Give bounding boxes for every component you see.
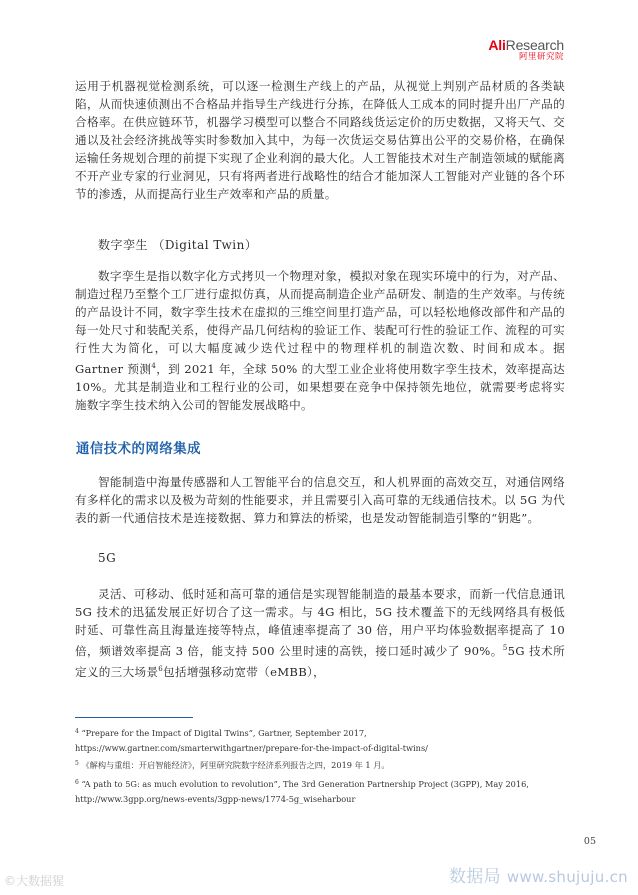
footnote-text: “A path to 5G: as much evolution to revolution”, The 3rd Generation Partnership Project (3GPP), May 2016, <box>81 779 529 789</box>
footnote-ref-5[interactable]: 5 <box>502 644 508 652</box>
logo-wordmark <box>488 38 564 52</box>
logo-chinese: 阿里研究院 <box>518 52 564 62</box>
footnote-6 <box>75 776 575 806</box>
paragraph-text: 灵活、可移动、低时延和高可靠的通信是实现智能制造的最基本要求，而新一代信息通讯 5G 技术的迅猛发展正好切合了这一需求。与 4G 相比，5G 技术覆盖下的无线网络具有极低时延、可靠性高且海量连接等特点，峰值速率提高了 30 倍，用户平均体验数据率提高了 10 倍，频谱效率提高 3 倍，能支持 500 公里时速的高铁，接口延时减少了 90%。 <box>75 587 565 658</box>
paragraph-ai-manufacturing: 运用于机器视觉检测系统，可以逐一检测生产线上的产品，从视觉上判别产品材质的各类缺陷，从而快速侦测出不合格品并指导生产线进行分拣，在降低人工成本的同时提升出厂产品的合格率。在供应链环节，机器学习模型可以整合不同路线货运定价的历史数据，又将天气、交通以及社会经济挑战等实时参数加入其中，为每一次货运交易估算出公平的交易价格，在确保运输任务规划合理的前提下实现了企业利润的最大化。人工智能技术对生产制造领域的赋能离不开产业专家的行业洞见，只有将两者进行战略性的结合才能加深人工智能对产业链的各个环节的渗透，从而提高行业生产效率和产品的质量。 <box>75 79 565 201</box>
page-number: 05 <box>583 836 596 847</box>
watermark-left: ©大数据猩 <box>4 874 65 888</box>
section-title: 通信技术的网络集成 <box>76 442 202 457</box>
footnote-number: 4 <box>75 728 79 735</box>
heading-digital-twin: 数字孪生 （Digital Twin） <box>98 238 258 252</box>
footnote-number: 6 <box>75 779 79 786</box>
paragraph-network: 智能制造中海量传感器和人工智能平台的信息交互，和人机界面的高效交互，对通信网络有多样化的需求以及极为苛刻的性能要求，并且需要引入高可靠的无线通信技术。以 5G 为代表的新一代通信技术是连接数据、算力和算法的桥梁，也是发动智能制造引擎的“钥匙”。 <box>75 475 565 525</box>
footnote-link[interactable]: https://www.gartner.com/smarterwithgartner/prepare-for-the-impact-of-digital-twins/ <box>75 742 428 753</box>
paragraph-text: 数字孪生是指以数字化方式拷贝一个物理对象，模拟对象在现实环境中的行为，对产品、制造过程乃至整个工厂进行虚拟仿真，从而提高制造企业产品研发、制造的生产效率。与传统的产品设计不同，数字孪生技术在虚拟的三维空间里打造产品，可以轻松地修改部件和产品的每一处尺寸和装配关系，使得产品几何结构的验证工作、装配可行性的验证工作、流程的可实行性大为简化，可以大幅度减少迭代过程中的物理样机的制造次数、时间和成本。据 Gartner 预测 <box>75 269 565 376</box>
footnote-number: 5 <box>75 760 79 767</box>
footnote-ref-4[interactable]: 4 <box>151 362 157 370</box>
footnote-divider <box>75 717 193 718</box>
footnote-4 <box>75 725 575 755</box>
paragraph-text: 5G 技术所定义的三大场景 <box>75 643 565 679</box>
footnote-text: “Prepare for the Impact of Digital Twins”, Gartner, September 2017, <box>81 728 367 738</box>
footnote-ref-6[interactable]: 6 <box>158 664 164 673</box>
watermark-url: www.shujuju.cn <box>506 868 628 886</box>
paragraph-text: ，到 2021 年，全球 50% 的大型工业企业将使用数字孪生技术，效率提高达 10%。尤其是制造业和工程行业的公司，如果想要在竞争中保持领先地位，就需要考虑将实施数字孪生技术纳入公司的智能发展战略中。 <box>75 361 565 412</box>
aliresearch-logo <box>488 38 564 62</box>
heading-5g: 5G <box>98 551 117 565</box>
watermark-right <box>449 862 628 887</box>
logo-prefix: Ali <box>488 37 506 53</box>
footnote-text: 《解构与重组：开启智能经济》，阿里研究院数字经济系列报告之四，2019 年 1 月。 <box>81 760 390 770</box>
paragraph-5g <box>75 585 565 681</box>
footnote-5 <box>75 757 575 773</box>
logo-suffix: Research <box>505 37 564 53</box>
paragraph-digital-twin <box>75 267 565 414</box>
footnote-link[interactable]: http://www.3gpp.org/news-events/3gpp-news/1774-5g_wiseharbour <box>75 793 356 804</box>
paragraph-text: 包括增强移动宽带（eMBB）， <box>163 664 326 679</box>
watermark-brand: 数据局 <box>448 867 501 887</box>
